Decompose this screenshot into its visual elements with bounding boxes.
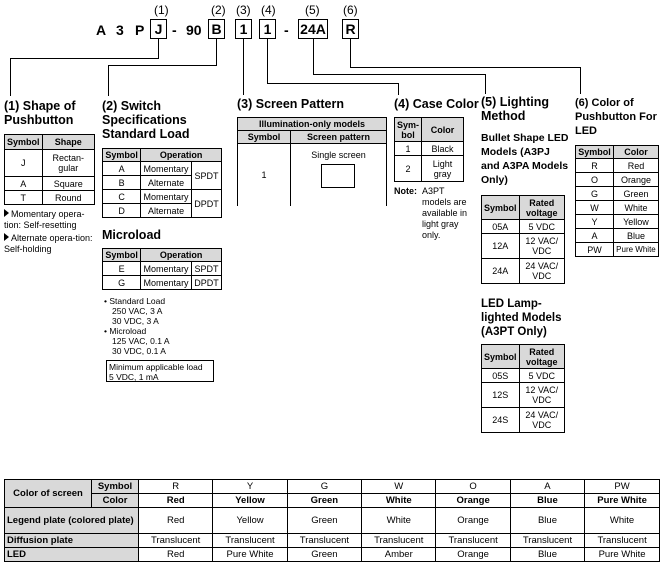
table-cell: Pure White	[613, 243, 658, 257]
table-cell: Rectan-gular	[42, 150, 94, 177]
table-cell: C	[103, 190, 141, 204]
color-screen-table	[4, 479, 660, 562]
table-cell: DPDT	[191, 190, 221, 218]
code-box-5: 24A	[298, 19, 328, 39]
table-cell: Yellow	[213, 494, 287, 508]
table-cell: A	[576, 229, 614, 243]
table-cell: Black	[422, 142, 464, 156]
table-cell: R	[576, 159, 614, 173]
code-a: A	[96, 22, 107, 38]
s2-mh-symbol: Symbol	[103, 249, 141, 262]
screen-pattern-figure	[321, 164, 355, 188]
num-2: (2)	[211, 3, 226, 17]
table-cell: Blue	[510, 494, 584, 508]
table-cell: Alternate	[141, 176, 192, 190]
bt-color-of-screen: Color of screen	[5, 480, 92, 508]
bt-color: Color	[92, 494, 139, 508]
num-3: (3)	[236, 3, 251, 17]
s4-table	[394, 117, 464, 182]
table-cell: Green	[287, 494, 361, 508]
triangle-icon	[4, 209, 9, 217]
s3-table	[237, 117, 387, 206]
table-cell: A	[510, 480, 584, 494]
table-cell: Translucent	[362, 534, 436, 548]
s1-title: (1) Shape of Pushbutton	[4, 99, 76, 127]
s4-h-symbol: Sym-bol	[395, 118, 422, 142]
table-cell: 1	[395, 142, 422, 156]
table-cell: White	[613, 201, 658, 215]
table-cell: Y	[576, 215, 614, 229]
s4-title: (4) Case Color	[394, 97, 479, 111]
s5-h2-symbol: Symbol	[482, 345, 520, 369]
s3-h-symbol: Symbol	[238, 131, 291, 144]
table-cell: Amber	[362, 548, 436, 562]
table-cell: O	[436, 480, 510, 494]
table-cell: Momentary	[141, 162, 192, 176]
table-cell: R	[139, 480, 213, 494]
num-6: (6)	[343, 3, 358, 17]
s6-title: (6) Color of Pushbutton For LED	[575, 97, 657, 137]
table-cell: Blue	[510, 508, 584, 534]
table-cell: Momentary	[141, 262, 192, 276]
table-cell: 05S	[482, 369, 520, 383]
table-cell: White	[585, 508, 660, 534]
table-cell: Green	[287, 508, 361, 534]
table-cell: Orange	[436, 548, 510, 562]
table-cell: Pure White	[585, 548, 660, 562]
code-dash: -	[172, 22, 177, 38]
table-cell: Green	[613, 187, 658, 201]
code-box-1: J	[150, 19, 167, 39]
s5-h2-voltage: Rated voltage	[519, 345, 564, 369]
code-90: 90	[186, 22, 202, 38]
s6-table	[575, 145, 659, 257]
s1-note-1: Momentary opera-tion: Self-resetting	[4, 209, 85, 230]
table-cell: G	[576, 187, 614, 201]
bt-diffusion-plate: Diffusion plate	[5, 534, 139, 548]
table-cell: Blue	[613, 229, 658, 243]
table-cell: White	[362, 508, 436, 534]
table-cell: Yellow	[613, 215, 658, 229]
table-cell: 05A	[482, 220, 520, 234]
table-cell: 1	[238, 144, 291, 206]
s2-h-operation: Operation	[141, 149, 222, 162]
table-cell: J	[5, 150, 43, 177]
s6-h-color: Color	[613, 146, 658, 159]
table-cell: Blue	[510, 548, 584, 562]
s2-min-load: Minimum applicable load 5 VDC, 1 mA	[106, 360, 214, 382]
s5-sub2: LED Lamp-lighted Models (A3PT Only)	[481, 298, 562, 338]
table-cell: Translucent	[287, 534, 361, 548]
s4-h-color: Color	[422, 118, 464, 142]
table-cell: 12 VAC/ VDC	[519, 383, 564, 408]
table-cell: Yellow	[213, 508, 287, 534]
table-cell: 5 VDC	[519, 220, 564, 234]
table-cell: T	[5, 191, 43, 205]
s2-table	[102, 148, 222, 218]
code-dash2: -	[284, 22, 289, 38]
table-cell: 24 VAC/ VDC	[519, 259, 564, 284]
table-cell: G	[287, 480, 361, 494]
code-p: P	[135, 22, 145, 38]
s1-h-symbol: Symbol	[5, 135, 43, 150]
table-cell: Red	[139, 508, 213, 534]
table-cell: 24 VAC/ VDC	[519, 408, 564, 433]
s2-mh-operation: Operation	[141, 249, 222, 262]
s2-h-symbol: Symbol	[103, 149, 141, 162]
s6-h-symbol: Symbol	[576, 146, 614, 159]
table-cell: Momentary	[141, 276, 192, 290]
table-cell: Round	[42, 191, 94, 205]
table-cell: SPDT	[191, 162, 221, 190]
code-box-6: R	[342, 19, 359, 39]
table-cell: 24A	[482, 259, 520, 284]
s2-load-notes: • Standard Load 250 VAC, 3 A 30 VDC, 3 A • Microload 125 VAC, 0.1 A 30 VDC, 0.1 A	[104, 296, 170, 356]
table-cell: Alternate	[141, 204, 192, 218]
table-cell: Orange	[436, 494, 510, 508]
table-cell: Y	[213, 480, 287, 494]
table-cell: PW	[576, 243, 614, 257]
table-cell: Red	[613, 159, 658, 173]
s5-sub: Bullet Shape LED Models (A3PJ and A3PA Models Only)	[481, 132, 569, 186]
table-cell: Orange	[436, 508, 510, 534]
table-cell: Translucent	[585, 534, 660, 548]
table-cell: Light gray	[422, 156, 464, 182]
bt-symbol: Symbol	[92, 480, 139, 494]
bt-legend-plate: Legend plate (colored plate)	[5, 508, 139, 534]
table-cell: Momentary	[141, 190, 192, 204]
table-cell: 24S	[482, 408, 520, 433]
s5-table2	[481, 344, 565, 433]
code-3: 3	[116, 22, 124, 38]
table-cell: Orange	[613, 173, 658, 187]
triangle-icon	[4, 233, 9, 241]
table-cell: A	[5, 177, 43, 191]
table-cell: Red	[139, 548, 213, 562]
s1-h-shape: Shape	[42, 135, 94, 150]
table-cell: Square	[42, 177, 94, 191]
code-box-4: 1	[259, 19, 276, 39]
table-cell: DPDT	[191, 276, 221, 290]
table-cell: Green	[287, 548, 361, 562]
num-5: (5)	[305, 3, 320, 17]
s3-title: (3) Screen Pattern	[237, 97, 344, 111]
s3-h-pattern: Screen pattern	[290, 131, 386, 144]
s3-h0: Illumination-only models	[238, 118, 387, 131]
code-box-2: B	[208, 19, 225, 39]
s4-note-label: Note:	[394, 186, 417, 196]
table-cell: 12 VAC/ VDC	[519, 234, 564, 259]
num-4: (4)	[261, 3, 276, 17]
table-cell: PW	[585, 480, 660, 494]
table-cell: Pure White	[585, 494, 660, 508]
table-cell: Translucent	[510, 534, 584, 548]
table-cell: D	[103, 204, 141, 218]
s4-note: A3PT models are available in light gray only.	[422, 186, 468, 240]
table-cell: Translucent	[213, 534, 287, 548]
table-cell: W	[576, 201, 614, 215]
bt-led: LED	[5, 548, 139, 562]
s2-micro-table	[102, 248, 222, 290]
table-cell: 12S	[482, 383, 520, 408]
table-cell: Translucent	[436, 534, 510, 548]
table-cell: W	[362, 480, 436, 494]
s5-title: (5) Lighting Method	[481, 95, 550, 123]
num-1: (1)	[154, 3, 169, 17]
table-cell: Pure White	[213, 548, 287, 562]
table-cell: White	[362, 494, 436, 508]
code-box-3: 1	[235, 19, 252, 39]
table-cell: 2	[395, 156, 422, 182]
table-cell: Translucent	[139, 534, 213, 548]
table-cell: G	[103, 276, 141, 290]
table-cell: SPDT	[191, 262, 221, 276]
s2-micro-title: Microload	[102, 228, 162, 242]
table-cell: Single screen	[290, 144, 386, 206]
table-cell: B	[103, 176, 141, 190]
s1-note-2: Alternate opera-tion: Self-holding	[4, 233, 93, 254]
table-cell: O	[576, 173, 614, 187]
s1-table	[4, 134, 95, 205]
s2-title: (2) Switch Specifications Standard Load	[102, 99, 190, 141]
s5-h-symbol: Symbol	[482, 196, 520, 220]
s5-table	[481, 195, 565, 284]
table-cell: E	[103, 262, 141, 276]
table-cell: Red	[139, 494, 213, 508]
s5-h-voltage: Rated voltage	[519, 196, 564, 220]
table-cell: 12A	[482, 234, 520, 259]
table-cell: 5 VDC	[519, 369, 564, 383]
table-cell: A	[103, 162, 141, 176]
